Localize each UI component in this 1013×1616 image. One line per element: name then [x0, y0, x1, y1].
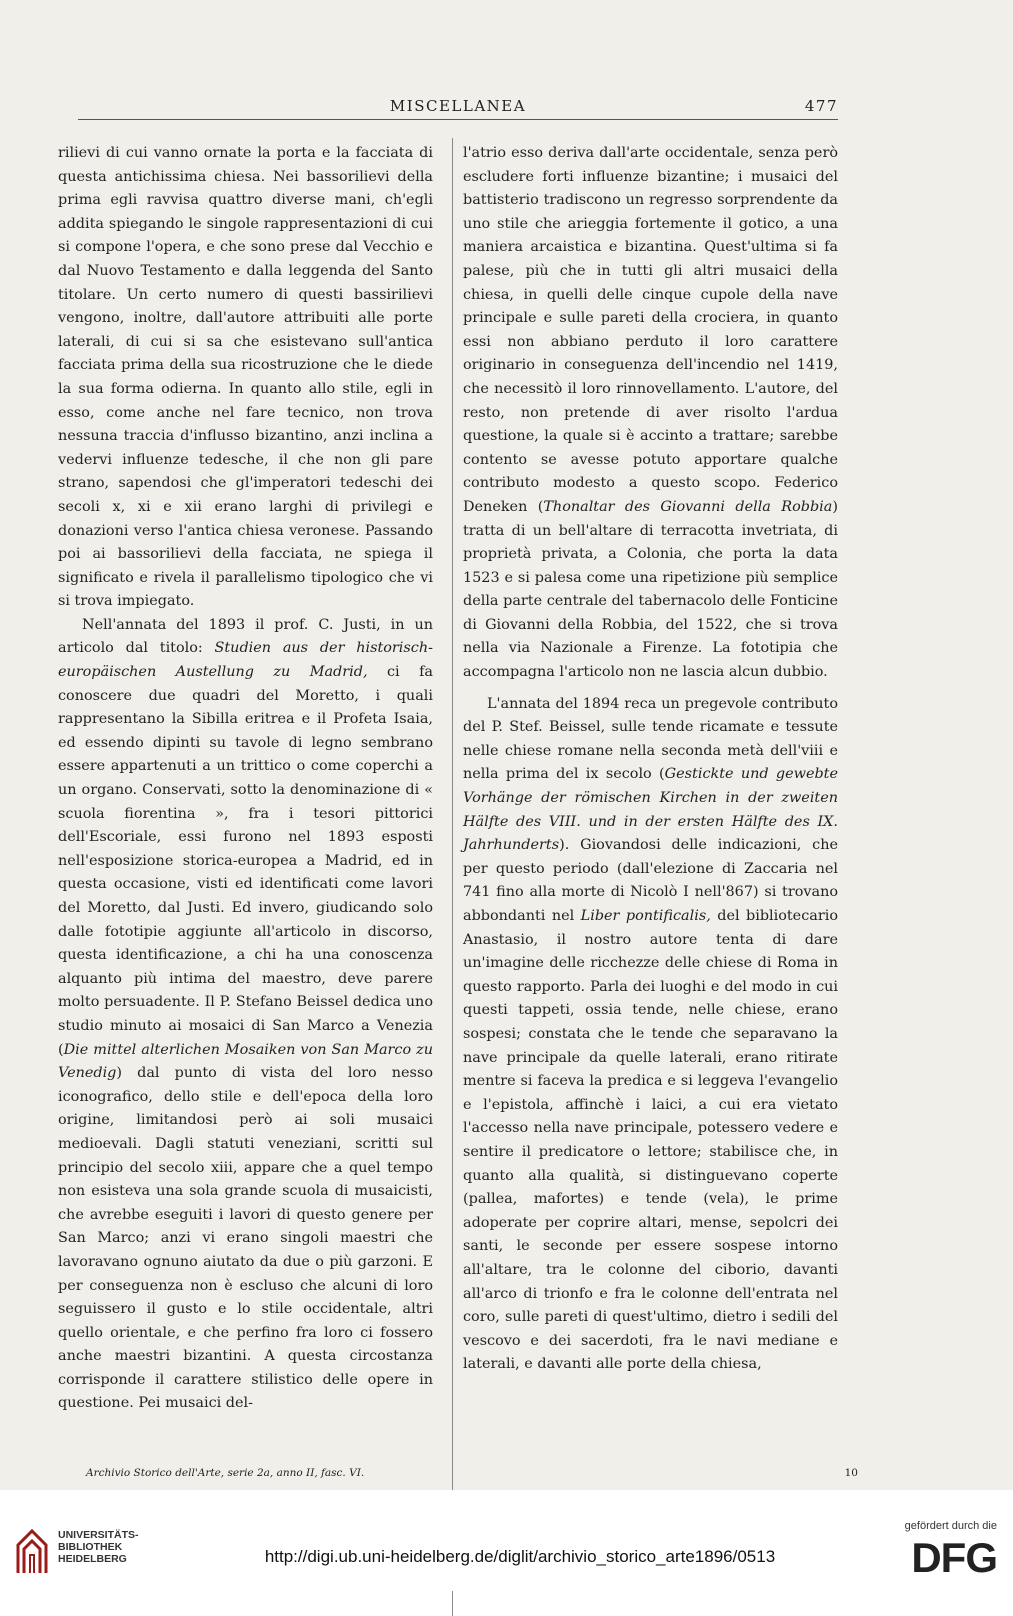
- page-footer: [58, 1467, 858, 1510]
- library-logo[interactable]: [14, 1525, 164, 1585]
- funded-by-label: gefördert durch die: [904, 1520, 997, 1532]
- running-title: MISCELLANEA: [389, 97, 527, 115]
- page-number: 477: [804, 97, 838, 115]
- article-title: Gestickte und gewebte Vorhänge der römischen Kirchen in der zweiten Hälfte des VIII. und in der ersten Hälfte des IX. Jahrhunderts: [463, 766, 838, 854]
- paragraph: l'atrio esso deriva dall'arte occidentale, senza però escludere forti influenze bizantine; i musaici del battisterio tradiscono un regresso sorprendente da uno stile che arieggia fortemente il gotico, a una maniera arcaistica e bizantina. Quest'ultima si fa palese, più che in tutti gli altri musaici della chiesa, in quelli delle cinque cupole della nave principale e sulle pareti della crociera, in quanto essi non abbiano perduto il loro carattere originario in conseguenza dell'incendio nel 1419, che necessitò il loro rinnovellamento. L'autore, del resto, non pretende di aver risolto l'ardua questione, la quale si è accinto a trattare; sarebbe contento se avesse potuto apportare qualche contributo modesto a questo scopo. Federico Deneken (Thonaltar des Giovanni della Robbia) tratta di un bell'altare di terracotta invetriata, di proprietà privata, a Colonia, che porta la data 1523 e si palesa come una ripetizione più semplice della parte centrale del tabernacolo delle Fonticine di Giovanni della Robbia, del 1522, che si trova nella via Nazionale a Firenze. La fototipia che accompagna l'articolo non ne lascia alcun dubbio.: [463, 145, 838, 681]
- paragraph: Nell'annata del 1893 il prof. C. Justi, in un articolo dal titolo: Studien aus der historisch-europäischen Austellung zu Madrid, ci fa conoscere due quadri del Moretto, i quali rappresentano la Sibilla eritrea e il Profeta Isaia, ed essendo dipinti su tavole di legno sembrano essere appartenuti a un trittico o come coperchi a un organo. Conservati, sotto la denominazione di « scuola fiorentina », fra i tesori pittorici dell'Escoriale, essi furono nel 1893 esposti nell'esposizione storica-europea a Madrid, ed in questa occasione, visti ed identificati come lavori del Moretto, dal Justi. Ed invero, giudicando solo dalle fototipie aggiunte all'articolo in discorso, questa identificazione, a chi ha una conoscenza alquanto più intima del maestro, deve parere molto persuadente. Il P. Stefano Beissel dedica uno studio minuto ai mosaici di San Marco a Venezia (Die mittel alterlichen Mosaiken von San Marco zu Venedig) dal punto di vista del loro nesso iconografico, dello stile e dell'epoca della loro origine, limitandosi però ai soli musaici medioevali. Dagli statuti veneziani, scritti sul principio del secolo xiii, appare che a quel tempo non esisteva una sola grande scuola di musaicisti, che avrebbe eseguiti i lavori di questo genere per San Marco; anzi vi erano singoli maestri che lavoravano ognuno aiutato da due o più garzoni. E per conseguenza non è escluso che alcuni di loro seguissero il gusto e lo stile occidentale, altri quello orientale, e che perfino fra loro ci fossero anche maestri bizantini. A questa circostanza corrisponde il carattere stilistico delle opere in questione. Pei musaici del-: [58, 616, 434, 1412]
- library-name: UNIVERSITÄTS- BIBLIOTHEK HEIDELBERG: [58, 1529, 139, 1565]
- article-title: Thonaltar des Giovanni della Robbia: [543, 498, 833, 515]
- paragraph: L'annata del 1894 reca un pregevole contributo del P. Stef. Beissel, sulle tende ricamate e tessute nelle chiese romane nella seconda metà dell'viii e nella prima del ix secolo (Gestickte und gewebte Vorhänge der römischen Kirchen in der zweiten Hälfte des VIII. und in der ersten Hälfte des IX. Jahrhunderts). Giovandosi delle indicazioni, che per questo periodo (dall'elezione di Zaccaria nel 741 fino alla morte di Nicolò I nell'867) si trovano abbondanti nel Liber pontificalis, del bibliotecario Anastasio, il nostro autore tenta di dare un'imagine delle ricchezze delle chiese di Roma in questo rapporto. Parla dei luoghi e del modo in cui questi tappeti, ossia tende, nelle chiese, erano sospesi; constata che le tende che separavano la nave principale da quelle laterali, erano ritirate mentre si faceva la predica e si leggeva l'evangelio e l'epistola, affinchè i laici, a cui era vietato l'accesso nella nave principale, potessero vedere e sentire il predicatore o lettore; stabilisce che, in quanto alla qualità, si distinguevano coperte (pallea, mafortes) e tende (vela), le prime adoperate per coprire altari, mense, sepolcri dei santi, le seconde per essere sospese intorno all'altare, tra le colonne del ciborio, davanti all'arco di trionfo e fra le colonne dell'entrata nel coro, sulle pareti di quest'ultimo, dietro i sedili del vescovo e dei sacerdoti, fra le navi mediane e laterali, e davanti alle porte della chiesa,: [463, 695, 838, 1373]
- left-column: [58, 142, 433, 1612]
- library-emblem-icon: [14, 1525, 50, 1577]
- article-title: Die mittel alterlichen Mosaiken von San Marco zu Venedig: [58, 1041, 433, 1082]
- right-column: [463, 142, 838, 1612]
- source-citation: Archivio Storico dell'Arte, serie 2a, anno II, fasc. VI.: [86, 1467, 365, 1479]
- signature-mark: 10: [844, 1467, 858, 1479]
- paragraph: rilievi di cui vanno ornate la porta e la facciata di questa antichissima chiesa. Nei bassorilievi della prima egli ravvisa quattro diverse mani, ch'egli addita spiegando le singole rappresentazioni di cui si compone l'opera, e che sono prese dal Vecchio e dal Nuovo Testamento e dalla leggenda del Santo titolare. Un certo numero di questi bassirilievi vengono, inoltre, dall'autore attribuiti alle porte laterali, di cui si sa che esistevano sull'antica facciata prima della sua ricostruzione che le diede la sua forma odierna. In quanto allo stile, egli in esso, come anche nel fare tecnico, non trova nessuna traccia d'influsso bizantino, anzi inclina a vedervi influenze tedesche, il che non gli pare strano, sapendosi che gl'imperatori tedeschi dei secoli x, xi e xii erano larghi di privilegi e donazioni verso l'antica chiesa veronese. Passando poi ai bassorilievi della facciata, ne spiega il significato e rivela il parallelismo tipologico che vi si trova impiegato.: [58, 145, 433, 610]
- running-header: [78, 95, 838, 120]
- dfg-wordmark: DFG: [911, 1534, 997, 1581]
- permalink-url[interactable]: http://digi.ub.uni-heidelberg.de/diglit/archivio_storico_arte1896/0513: [264, 1547, 776, 1566]
- article-title: Liber pontificalis,: [580, 908, 711, 924]
- column-divider: [452, 138, 453, 1616]
- dfg-logo[interactable]: [880, 1520, 1005, 1585]
- article-title: Studien aus der historisch-europäischen Austellung zu Madrid,: [58, 640, 433, 681]
